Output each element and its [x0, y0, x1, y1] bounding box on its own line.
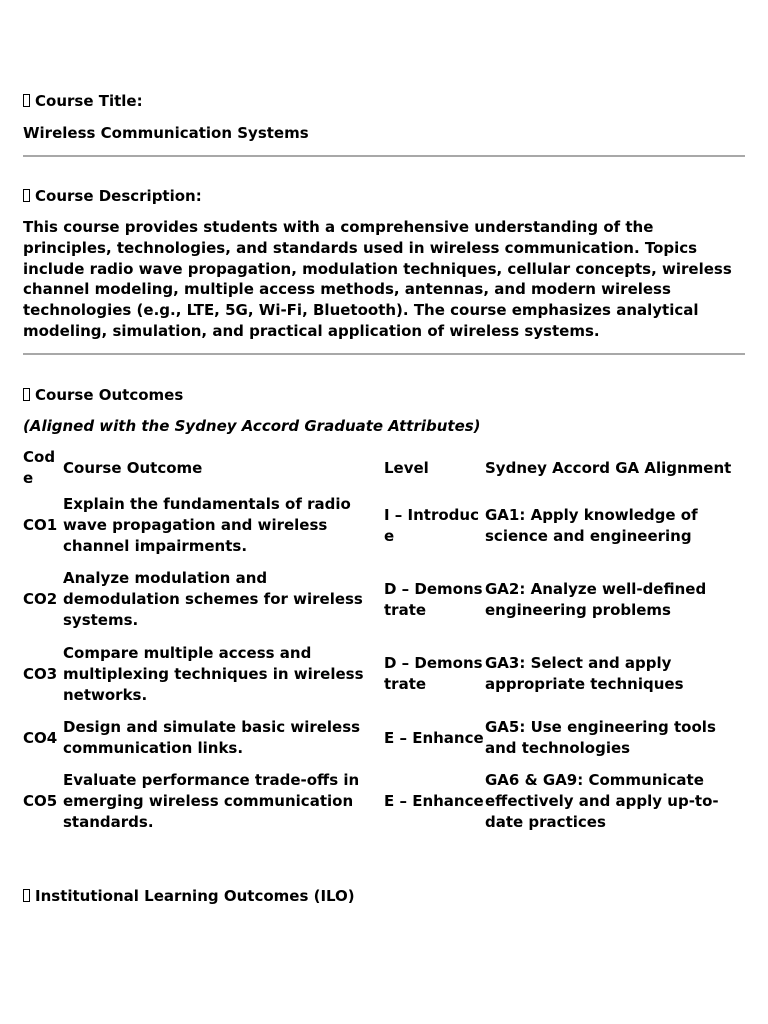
cell-outcome: Evaluate performance trade-offs in emerging wireless communication standards.: [63, 771, 360, 831]
header-ga-alignment: Sydney Accord GA Alignment: [485, 458, 732, 477]
header-course-outcome: Course Outcome: [63, 458, 203, 477]
cell-outcome: Analyze modulation and demodulation schemes for wireless systems.: [63, 569, 363, 629]
cell-ga: GA2: Analyze well-defined engineering problems: [485, 579, 707, 619]
course-outcomes-heading: Course Outcomes: [23, 385, 183, 405]
cell-outcome: Design and simulate basic wireless communication links.: [63, 718, 361, 757]
missing-glyph-icon: [23, 889, 30, 902]
cell-code: CO1: [23, 516, 58, 534]
cell-ga: GA3: Select and apply appropriate techniques: [485, 654, 684, 693]
cell-ga: GA6 & GA9: Communicate effectively and apply up-to-date practices: [485, 771, 719, 831]
section-divider: [23, 353, 745, 355]
header-code: Code: [23, 448, 56, 487]
cell-code: CO2: [23, 590, 58, 608]
cell-code: CO4: [23, 728, 58, 747]
course-description-heading: Course Description:: [23, 186, 202, 206]
cell-outcome: Explain the fundamentals of radio wave propagation and wireless channel impairments.: [63, 495, 351, 555]
cell-code: CO3: [23, 664, 58, 683]
course-title-value: Wireless Communication Systems: [23, 124, 309, 142]
missing-glyph-icon: [23, 388, 30, 401]
course-outcomes-table: [23, 447, 745, 838]
cell-ga: GA1: Apply knowledge of science and engineering: [485, 505, 698, 545]
cell-level: D – Demonstrate: [384, 654, 483, 693]
header-level: Level: [384, 458, 429, 477]
table-row: [23, 711, 745, 765]
ilo-heading: Institutional Learning Outcomes (ILO): [23, 886, 355, 906]
table-header-row: [23, 447, 745, 489]
cell-code: CO5: [23, 792, 58, 810]
table-row: [23, 637, 745, 711]
cell-outcome: Compare multiple access and multiplexing techniques in wireless networks.: [63, 643, 364, 704]
cell-level: I – Introduce: [384, 505, 479, 545]
course-outcomes-subtitle: (Aligned with the Sydney Accord Graduate Attributes): [23, 417, 481, 435]
course-description-text: This course provides students with a comprehensive understanding of the principles, technologies, and standards used in wireless communication. Topics include radio wave propagation, modulation techniques, cellular concepts, wireless channel modeling, multiple access methods, antennas, and modern wireless technologies (e.g., LTE, 5G, Wi-Fi, Bluetooth). The course emphasizes analytical modeling, simulation, and practical application of wireless systems.: [23, 218, 732, 340]
section-divider: [23, 155, 745, 157]
missing-glyph-icon: [23, 189, 30, 202]
cell-level: D – Demonstrate: [384, 579, 483, 619]
table-row: [23, 562, 745, 637]
table-row: [23, 765, 745, 838]
missing-glyph-icon: [23, 94, 30, 107]
cell-ga: GA5: Use engineering tools and technologies: [485, 718, 716, 757]
cell-level: E – Enhance: [384, 792, 484, 810]
table-row: [23, 489, 745, 562]
course-title-heading: Course Title:: [23, 91, 143, 111]
cell-level: E – Enhance: [384, 728, 484, 747]
